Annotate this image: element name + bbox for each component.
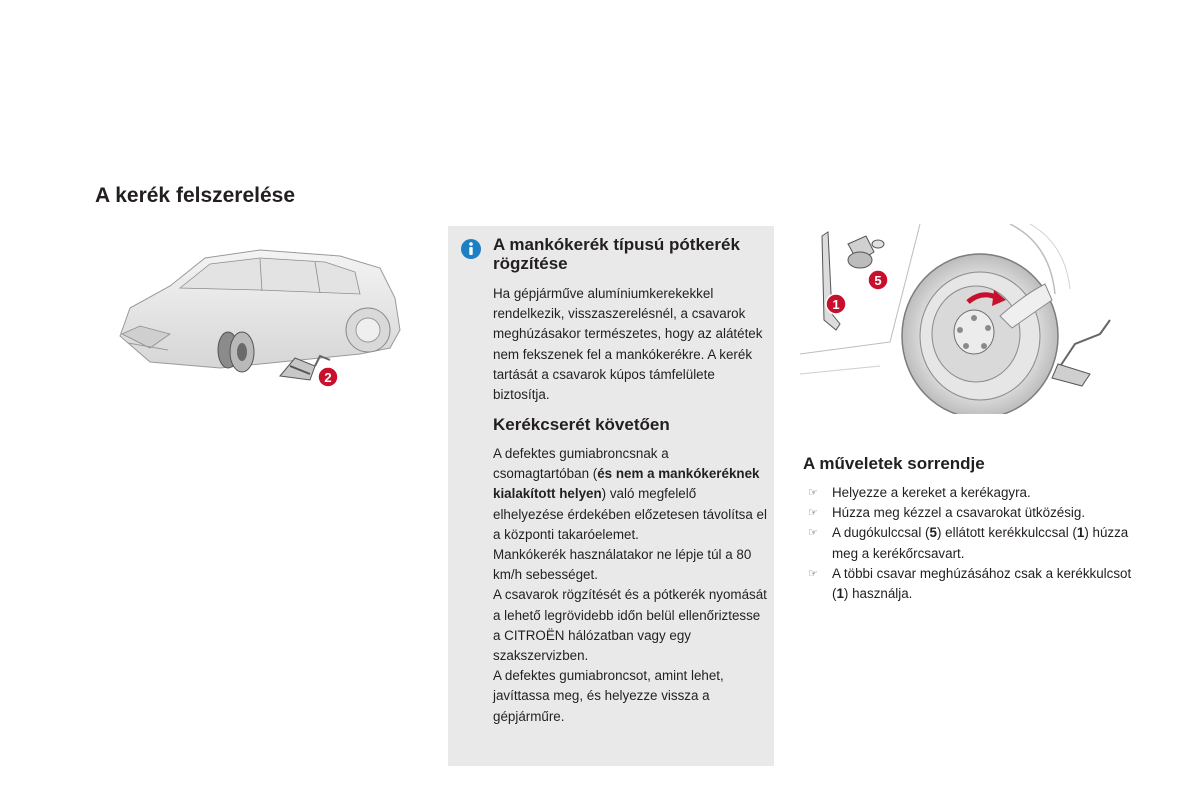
car-jack-illustration (110, 238, 410, 400)
callout-2-label: 2 (324, 370, 332, 385)
steps-list (808, 483, 1138, 604)
list-item: ☞ Húzza meg kézzel a csavarokat ütközésig. (808, 503, 1138, 523)
pointing-hand-icon: ☞ (808, 487, 818, 499)
callout-1-label: 1 (832, 297, 840, 312)
list-item: ☞ Helyezze a kereket a kerékagyra. (808, 483, 1138, 503)
pointing-hand-icon: ☞ (808, 527, 818, 540)
after-change-body (493, 444, 768, 727)
info-body: Ha gépjárműve alumíniumkerekekkel rendelkezik, visszaszerelésnél, a csavarok meghúzásakor természetes, hogy az alátétek nem fekszenek fel a mankókerékre. A kerék tartását a csavarok kúpos támfelülete biztosítja. (493, 286, 763, 403)
after-paragraph-4: A defektes gumiabroncsot, amint lehet, javíttassa meg, és helyezze vissza a gépjárműre. (493, 668, 724, 724)
after-change-heading: Kerékcserét követően (493, 415, 670, 434)
pointing-hand-icon: ☞ (808, 567, 818, 580)
after-paragraph-3: A csavarok rögzítését és a pótkerék nyomását a lehető legrövidebb időn belül ellenőriztesse a CITROËN hálózatban vagy egy szakszervizben. (493, 587, 767, 664)
callout-5-label: 5 (874, 273, 882, 288)
list-item: ☞ A dugókulccsal (5) ellátott kerékkulccsal (1) húzza meg a kerékőrcsavart. (808, 525, 1129, 561)
after-paragraph-2: Mankókerék használatakor ne lépje túl a 80 km/h sebességet. (493, 547, 752, 583)
steps-heading: A műveletek sorrendje (803, 454, 985, 473)
page-title: A kerék felszerelése (95, 184, 296, 207)
info-panel (448, 226, 774, 766)
info-icon (460, 238, 482, 260)
info-heading: A mankókerék típusú pótkerék rögzítése (493, 235, 740, 273)
pointing-hand-icon: ☞ (808, 507, 818, 520)
after-paragraph-1: A defektes gumiabroncsnak a csomagtartóban (és nem a mankókeréknek kialakított helyen) való megfelelő elhelyezése érdekében előzetesen távolítsa el a központi takaróelemet. (493, 446, 767, 542)
wheel-bolt-illustration (800, 224, 1130, 414)
list-item: ☞ A többi csavar meghúzásához csak a kerékkulcsot (1) használja. (808, 565, 1132, 602)
